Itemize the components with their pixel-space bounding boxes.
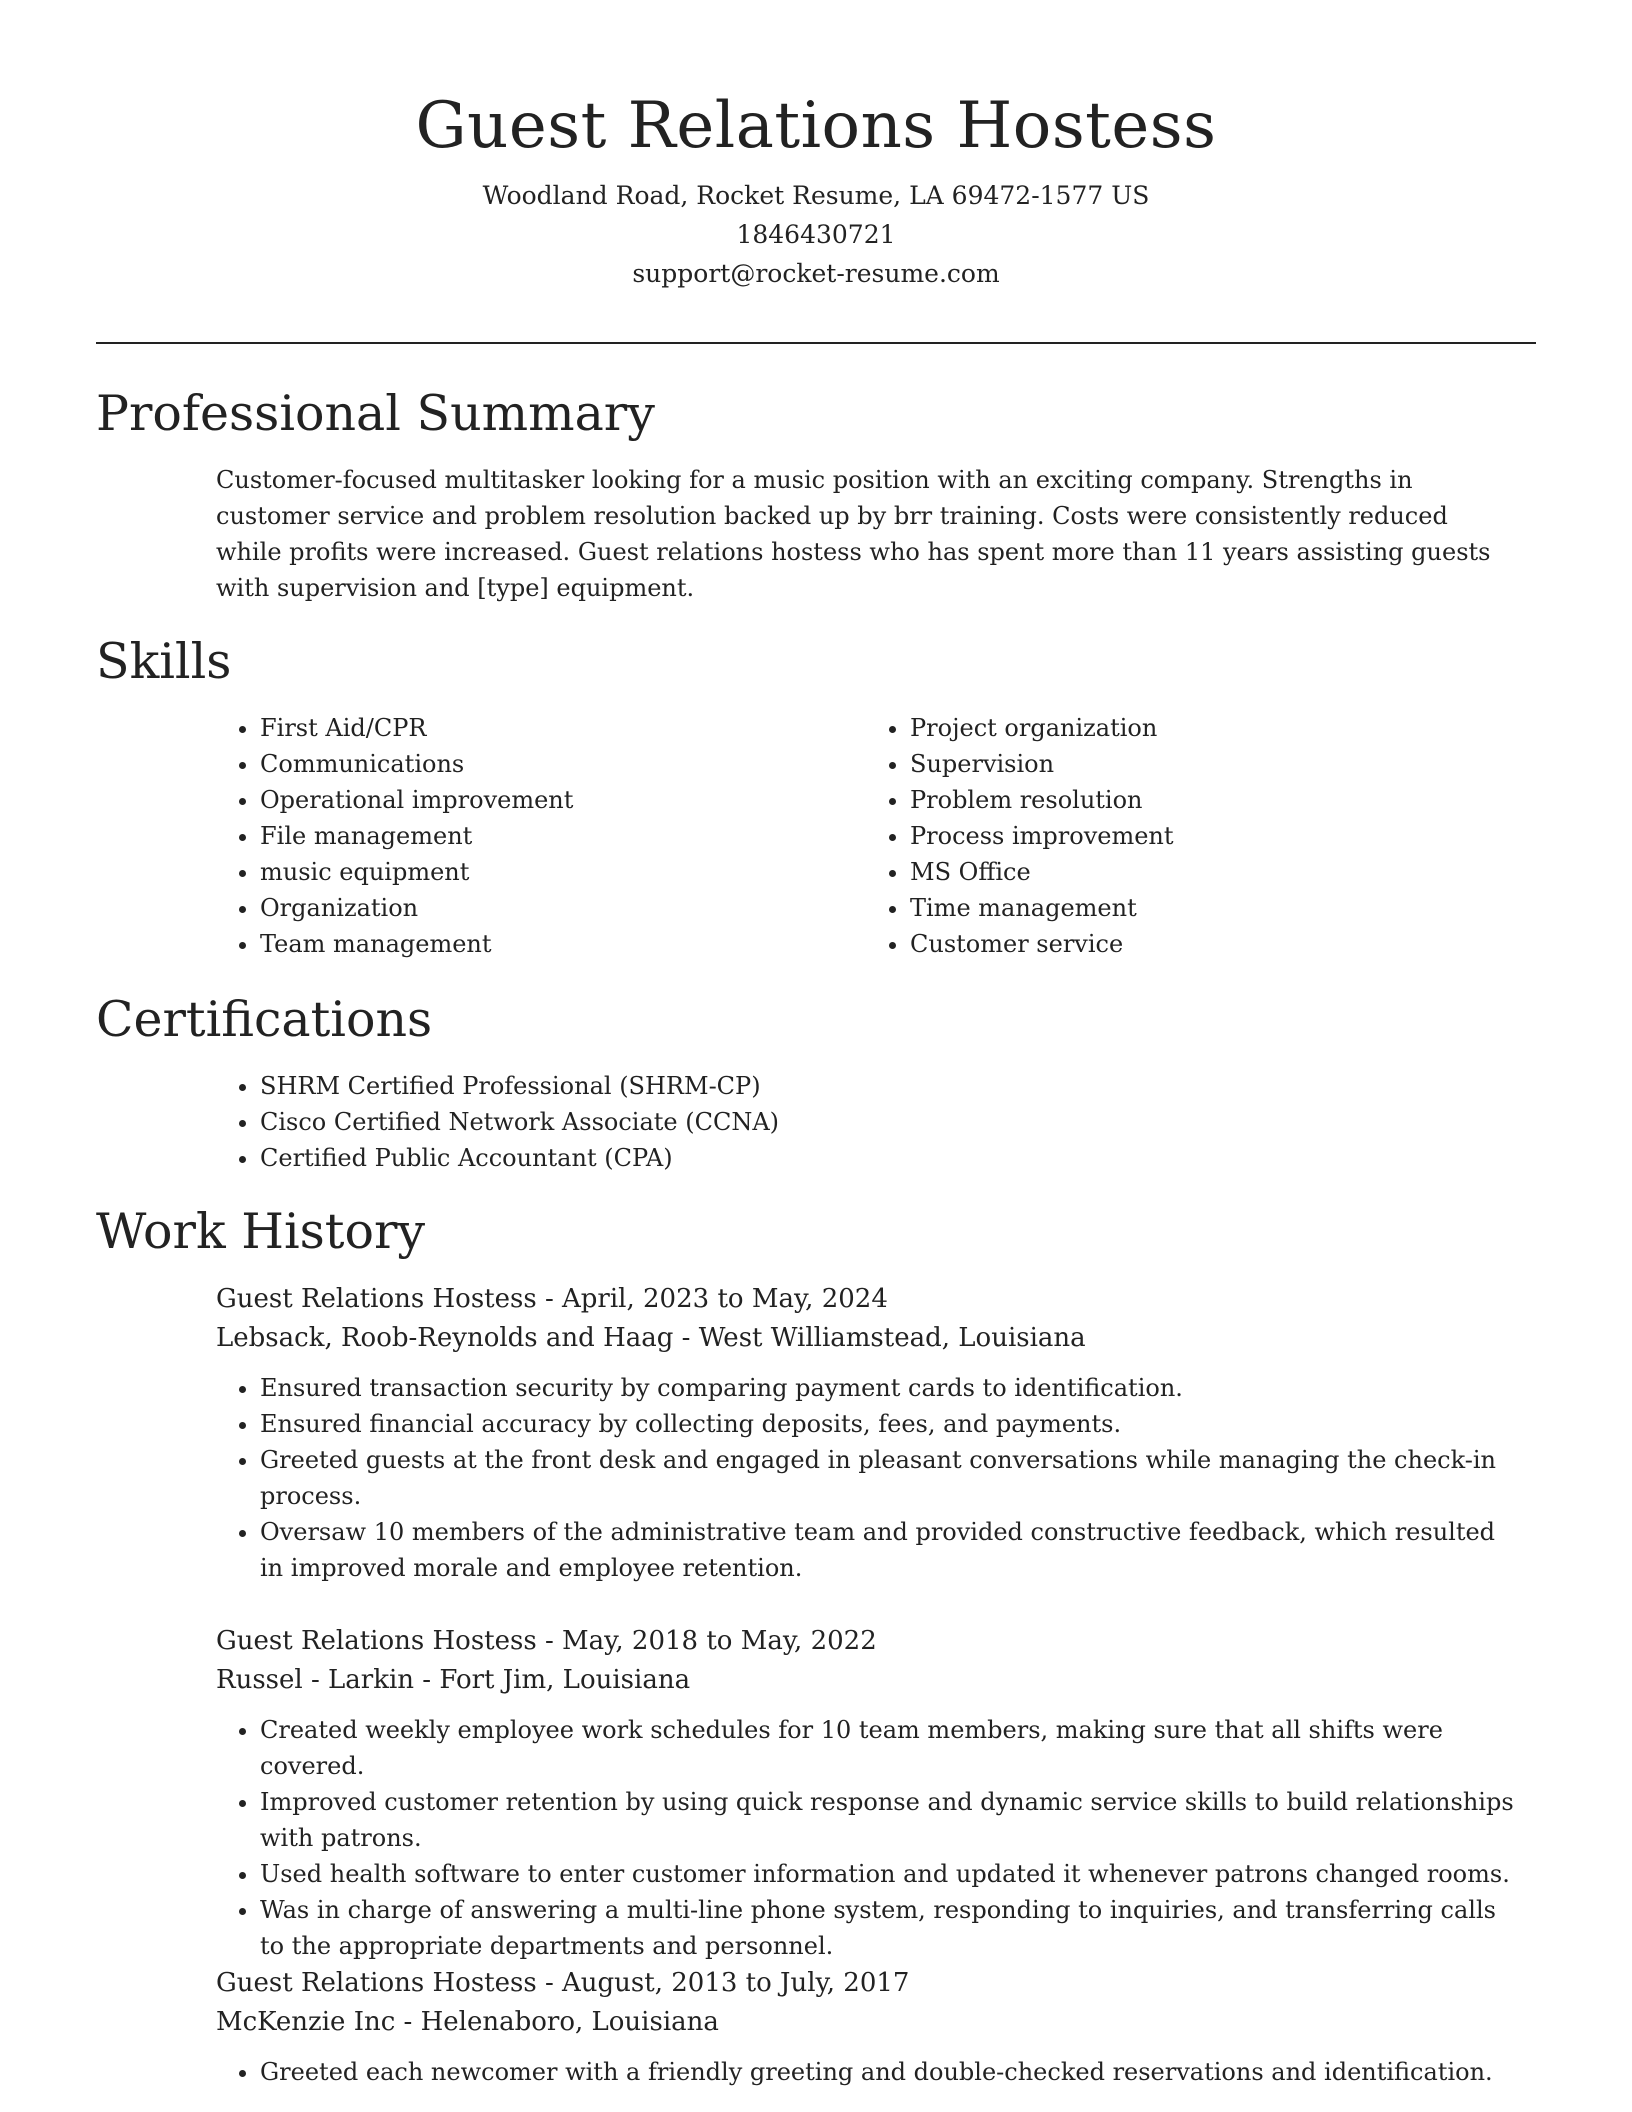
- job-role-dates: Guest Relations Hostess - April, 2023 to May, 2024: [216, 1284, 888, 1314]
- contact-phone: 1846430721: [736, 220, 896, 249]
- job-bullet: • Greeted guests at the front desk and engaged in pleasant conversations while managing the check-in process.: [260, 1442, 1516, 1514]
- skill-item: • Project organization: [910, 710, 1174, 746]
- job-bullets: [216, 1712, 1516, 1964]
- skill-item: • Communications: [260, 746, 573, 782]
- skill-item: • Supervision: [910, 746, 1174, 782]
- skills-list-left: [216, 710, 573, 962]
- job-bullet: • Used health software to enter customer information and updated it whenever patrons changed rooms.: [260, 1856, 1516, 1892]
- contact-email: support@rocket-resume.com: [632, 259, 1000, 288]
- skill-item: • First Aid/CPR: [260, 710, 573, 746]
- job-company-location: Lebsack, Roob-Reynolds and Haag - West Williamstead, Louisiana: [216, 1323, 1086, 1353]
- resume-header: [96, 84, 1536, 293]
- job-company-location: McKenzie Inc - Helenaboro, Louisiana: [216, 2007, 719, 2037]
- certifications-list: [216, 1068, 779, 1176]
- skill-item: • Customer service: [910, 926, 1174, 962]
- certification-item: • SHRM Certified Professional (SHRM-CP): [260, 1068, 779, 1104]
- skill-item: • music equipment: [260, 854, 573, 890]
- job-bullet: • Was in charge of answering a multi-line phone system, responding to inquiries, and transferring calls to the appropriate departments and personnel.: [260, 1892, 1516, 1964]
- skill-item: • Organization: [260, 890, 573, 926]
- job-bullet: • Ensured financial accuracy by collecting deposits, fees, and payments.: [260, 1406, 1516, 1442]
- job-bullet: • Greeted each newcomer with a friendly greeting and double-checked reservations and identification.: [260, 2054, 1516, 2090]
- job-role-dates: Guest Relations Hostess - August, 2013 to July, 2017: [216, 1968, 910, 1998]
- skill-item: • File management: [260, 818, 573, 854]
- skill-item: • Team management: [260, 926, 573, 962]
- job-bullet: • Improved customer retention by using quick response and dynamic service skills to build relationships with patrons.: [260, 1784, 1516, 1856]
- header-divider: [96, 342, 1536, 344]
- skill-item: • MS Office: [910, 854, 1174, 890]
- job-bullet: • Oversaw 10 members of the administrative team and provided constructive feedback, which resulted in improved morale and employee retention.: [260, 1514, 1516, 1586]
- contact-address: Woodland Road, Rocket Resume, LA 69472-1577 US: [482, 181, 1150, 210]
- candidate-name: Guest Relations Hostess: [415, 89, 1217, 163]
- skills-list-right: [866, 710, 1174, 962]
- section-title-summary: Professional Summary: [96, 385, 655, 442]
- skill-item: • Operational improvement: [260, 782, 573, 818]
- section-title-certifications: Certifications: [96, 991, 433, 1048]
- job-bullet: • Created weekly employee work schedules for 10 team members, making sure that all shifts were covered.: [260, 1712, 1516, 1784]
- job-bullets: [216, 1370, 1516, 1586]
- certification-item: • Certified Public Accountant (CPA): [260, 1140, 779, 1176]
- skill-item: • Problem resolution: [910, 782, 1174, 818]
- job-bullets: [216, 2054, 1516, 2090]
- certification-item: • Cisco Certified Network Associate (CCNA): [260, 1104, 779, 1140]
- skill-item: • Time management: [910, 890, 1174, 926]
- job-company-location: Russel - Larkin - Fort Jim, Louisiana: [216, 1665, 691, 1695]
- job-entry: [216, 1622, 1516, 1964]
- summary-text: Customer-focused multitasker looking for a music position with an exciting company. Strengths in customer service and problem resolution backed up by brr training. Costs were consistently reduced while profits were increased. Guest relations hostess who has spent more than 11 years assisting guests with supervision and [type] equipment.: [216, 466, 1491, 602]
- section-title-work-history: Work History: [96, 1203, 426, 1260]
- job-entry: [216, 1964, 1516, 2090]
- job-role-dates: Guest Relations Hostess - May, 2018 to May, 2022: [216, 1626, 877, 1656]
- section-title-skills: Skills: [96, 633, 232, 690]
- job-entry: [216, 1280, 1516, 1586]
- skill-item: • Process improvement: [910, 818, 1174, 854]
- job-bullet: • Ensured transaction security by comparing payment cards to identification.: [260, 1370, 1516, 1406]
